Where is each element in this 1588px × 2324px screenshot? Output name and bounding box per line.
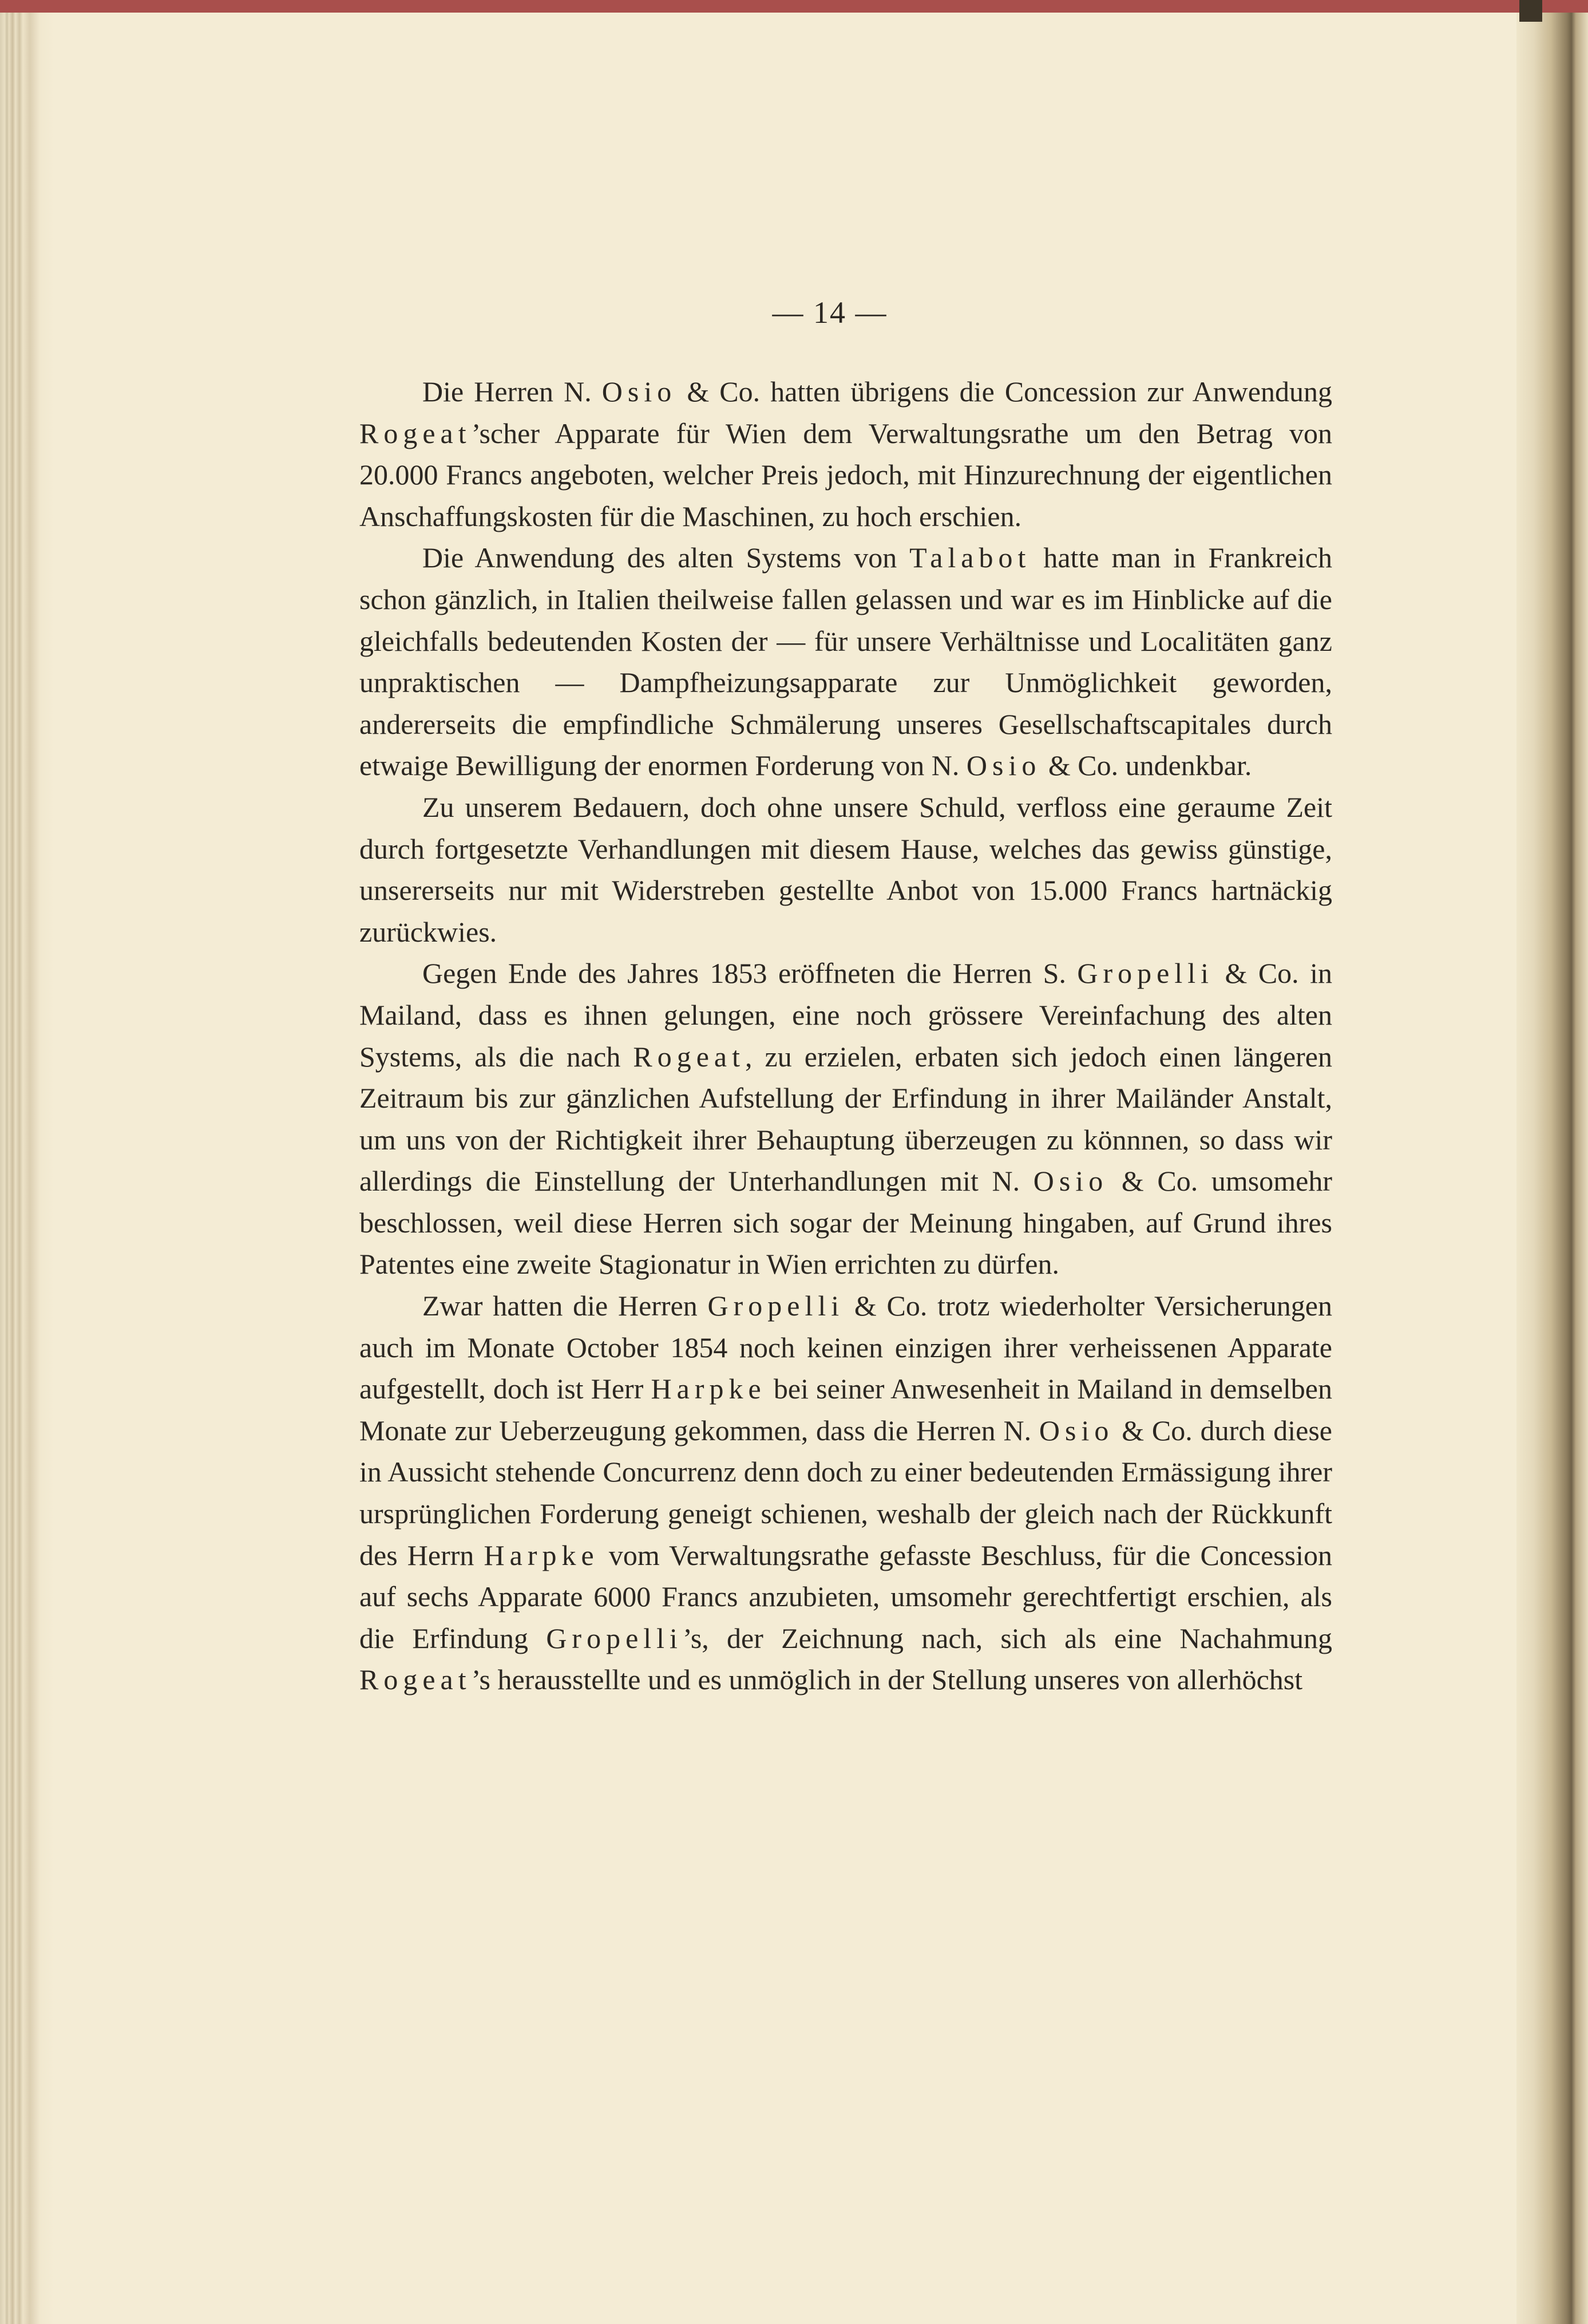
- page-number: — 14 —: [772, 295, 888, 330]
- emphasized-name: Rogeat: [359, 417, 472, 449]
- text-run: Gegen Ende des Jahres 1853 eröffneten die Herren S.: [422, 957, 1078, 990]
- paragraph: [359, 371, 1332, 537]
- emphasized-name: Talabot: [909, 542, 1031, 574]
- text-run: Zu unserem Bedauern, doch ohne unsere Schuld, verfloss eine geraume Zeit durch fortgesetzte Verhandlungen mit diesem Hause, welches das gewiss günstige, unsererseits nur mit Widerstreben gestellte Anbot von 15.000 Francs hartnäckig zurückwies.: [359, 791, 1332, 948]
- body-text: [359, 371, 1332, 1701]
- text-run: & Co. in Mailand, dass es ihnen gelungen, eine noch grössere Vereinfachung des alten Systems, als die nach: [359, 957, 1332, 1073]
- emphasized-name: Harpke: [651, 1373, 766, 1405]
- emphasized-name: Osio: [601, 376, 677, 408]
- paragraph: [359, 786, 1332, 952]
- text-run: Die Herren N.: [422, 376, 602, 408]
- emphasized-name: Rogeat: [633, 1040, 745, 1073]
- emphasized-name: Harpke: [484, 1539, 599, 1571]
- emphasized-name: Gropelli: [1077, 957, 1214, 990]
- text-run: & Co. trotz wiederholter Versicherungen auch im Monate October 1854 noch keinen einzigen ihrer verheissenen Apparate aufgestellt, doch ist Herr: [359, 1290, 1332, 1405]
- emphasized-name: Gropelli: [546, 1622, 683, 1654]
- text-run: ’s herausstellte und es unmöglich in der Stellung unseres von allerhöchst: [471, 1663, 1303, 1696]
- emphasized-name: Osio: [966, 749, 1041, 782]
- paragraph: [359, 537, 1332, 786]
- text-run: Zwar hatten die Herren: [422, 1290, 708, 1322]
- text-run: hatte man in Frankreich schon gänzlich, in Italien theilweise fallen gelassen und war es im Hinblicke auf die gleichfalls bedeutenden Kosten der — für unsere Verhältnisse und Localitäten ganz unpraktischen — Dampfheizungsapparate zur Unmöglichkeit geworden, andererseits die empfindliche Schmälerung unseres Gesellschaftscapitales durch etwaige Bewilligung der enormen Forderung von N.: [359, 542, 1332, 782]
- paragraph: [359, 952, 1332, 1285]
- emphasized-name: Osio: [1033, 1165, 1108, 1197]
- text-run: & Co. undenkbar.: [1041, 749, 1252, 782]
- emphasized-name: Rogeat: [359, 1663, 472, 1696]
- corner-ribbon: [1519, 0, 1542, 22]
- book-gutter: [1516, 13, 1588, 2324]
- text-run: , zu erzielen, erbaten sich jedoch einen längeren Zeitraum bis zur gänzlichen Aufstellung der Erfindung in ihrer Mailänder Anstalt, um uns von der Richtigkeit ihrer Behauptung überzeugen zu könnnen, so dass wir allerdings die Einstellung der Unterhandlungen mit N.: [359, 1040, 1332, 1197]
- text-run: & Co. hatten übrigens die Concession zur Anwendung: [676, 376, 1332, 408]
- emphasized-name: Gropelli: [707, 1290, 845, 1322]
- text-run: & Co. umsomehr beschlossen, weil diese Herren sich sogar der Meinung hingaben, auf Grund ihres Patentes eine zweite Stagionatur in Wien errichten zu dürfen.: [359, 1165, 1332, 1280]
- text-run: vom Verwaltungsrathe gefasste Beschluss, für die Concession auf sechs Apparate 6000 Francs anzubieten, umsomehr gerechtfertigt erschien, als die Erfindung: [359, 1539, 1332, 1654]
- emphasized-name: Osio: [1039, 1414, 1114, 1446]
- left-page-edges: [0, 13, 54, 2324]
- text-run: bei seiner Anwesenheit in Mailand in demselben Monate zur Ueberzeugung gekommen, dass die Herren N.: [359, 1373, 1332, 1446]
- top-binding-edge: [0, 0, 1588, 13]
- text-run: ’scher Apparate für Wien dem Verwaltungsrathe um den Betrag von 20.000 Francs angeboten, welcher Preis jedoch, mit Hinzurechnung der eigentlichen Anschaffungskosten für die Maschinen, zu hoch erschien.: [359, 417, 1332, 532]
- text-run: Die Anwendung des alten Systems von: [422, 542, 910, 574]
- paragraph: [359, 1285, 1332, 1701]
- text-run: & Co. durch diese in Aussicht stehende Concurrenz denn doch zu einer bedeutenden Ermässigung ihrer ursprünglichen Forderung geneigt schienen, weshalb der gleich nach der Rückkunft des Herrn: [359, 1414, 1332, 1571]
- text-run: ’s, der Zeichnung nach, sich als eine Nachahmung: [682, 1622, 1332, 1654]
